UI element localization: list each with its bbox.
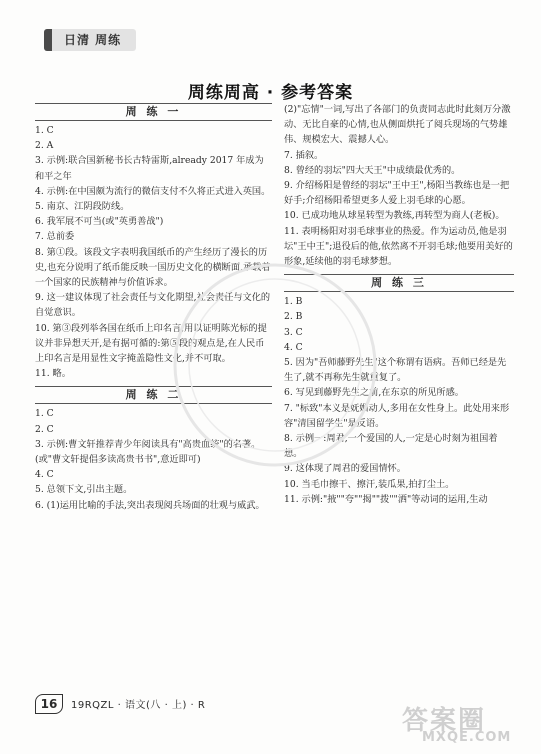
tab-stripe <box>44 29 52 51</box>
watermark-logo <box>402 700 532 750</box>
watermark-url: MXQE.COM <box>422 730 512 745</box>
answer-item: 4. 示例:在中国颇为流行的微信支付不久将正式进入英国。 <box>35 185 271 197</box>
header-tab <box>44 29 136 51</box>
answer-item: (2)"忘情"一词,写出了各部门的负责同志此时此刻万分激动、无比自豪的心情,也从侧面烘托了阅兵现场的气势雄伟、规模宏大、震撼人心。 <box>284 104 511 146</box>
continued-items <box>284 102 514 269</box>
watermark-text: 答案圈 <box>402 706 487 736</box>
answer-item: 2. A <box>35 140 54 152</box>
answer-item: 5. 因为"吾师藤野先生"这个称谓有语病。吾师已经是先生了,就不再称先生就重复了。 <box>284 357 507 384</box>
answer-item: 1. C <box>35 408 54 420</box>
answer-item: 6. (1)运用比喻的手法,突出表现阅兵场面的壮观与威武。 <box>35 499 265 511</box>
answer-item: 4. C <box>35 469 54 481</box>
section-2-items <box>35 406 272 512</box>
answer-item: 2. C <box>35 423 54 435</box>
answer-item: 8. 曾经的羽坛"四大天王"中成绩最优秀的。 <box>284 164 461 176</box>
answer-item: 9. 介绍杨阳是曾经的羽坛"王中王",杨阳当教练也是一把好手;介绍杨阳希望更多人爱上羽毛球的心愿。 <box>284 180 510 207</box>
answer-item: 3. 示例:曹文轩推荐青少年阅读具有"高贵血统"的名著。(或"曹文轩提倡多读高贵书书",意近即可) <box>35 438 261 466</box>
section-heading-2: 周 练 二 <box>35 387 272 403</box>
page-footer <box>35 694 215 712</box>
answer-item: 11. 示例:"掖""夸""揭""拨""洒"等动词的运用,生动 <box>284 493 488 505</box>
answer-item: 11. 表明杨阳对羽毛球事业的热爱。作为运动员,他是羽坛"王中王";退役后的他,依然离不开羽毛球;他要用美好的形象,延续他的羽毛球梦想。 <box>284 225 513 268</box>
answer-item: 11. 略。 <box>35 368 71 380</box>
section-1-items <box>35 123 272 381</box>
right-column <box>284 102 514 507</box>
section-heading-3: 周 练 三 <box>284 275 514 291</box>
page-number: 16 <box>35 694 63 714</box>
book-code: 19RQZL · 语文(八 · 上) · R <box>71 700 206 711</box>
answer-item: 8. 第①段。该段文字表明我国纸币的产生经历了漫长的历史,也充分说明了纸币能反映一国历史文化的横断面,承载着一个国家的民族精神与价值诉求。 <box>35 246 271 289</box>
answer-item: 7. 总前委 <box>35 231 75 243</box>
left-column <box>35 102 272 513</box>
answer-item: 9. 这一建议体现了社会责任与文化期望,社会责任与文化的自觉意识。 <box>35 292 271 319</box>
answer-item: 10. 已成功地从球星转型为教练,再转型为商人(老板)。 <box>284 210 505 222</box>
section-3-items <box>284 294 514 507</box>
answer-item: 5. 总领下文,引出主题。 <box>35 484 133 496</box>
tab-label: 日清 周练 <box>64 33 122 47</box>
answer-item: 7. "标致"本义是妩媚动人,多用在女性身上。此处用来形容"清国留学生"是反语。 <box>284 402 510 429</box>
answer-item: 10. 当毛巾擦干、擦汗,装瓜果,拍打尘土。 <box>284 478 455 490</box>
answer-item: 10. 第③段列举各国在纸币上印名言,用以证明陈光标的提议并非异想天开,是有据可循的:第⑤段的观点是,在人民币上印名言是用显性文字掩盖隐性文化,并不可取。 <box>35 322 267 365</box>
answer-item: 1. C <box>35 125 54 136</box>
answer-item: 2. B <box>284 311 303 323</box>
answer-item: 6. 写见到藤野先生之前,在东京的所见所感。 <box>284 387 464 399</box>
answer-item: 4. C <box>284 341 303 353</box>
answer-item: 8. 示例一:周君,一个爱国的人,一定是心时刻为祖国着想。 <box>284 433 498 460</box>
page-title: 周练周高 · 参考答案 <box>187 83 354 103</box>
section-heading-1: 周 练 一 <box>35 104 272 120</box>
answer-item: 3. C <box>284 326 303 338</box>
answer-item: 7. 插叙。 <box>284 149 324 161</box>
answer-item: 6. 我军展不可当(或"英勇善战") <box>35 216 164 228</box>
answer-item: 1. B <box>284 296 303 308</box>
answer-item: 9. 这体现了周君的爱国情怀。 <box>284 463 406 475</box>
answer-item: 5. 南京、江阴段防线。 <box>35 201 130 213</box>
answer-item: 3. 示例:联合国新秘书长古特雷斯,already 2017 年成为和平之年 <box>35 155 264 182</box>
